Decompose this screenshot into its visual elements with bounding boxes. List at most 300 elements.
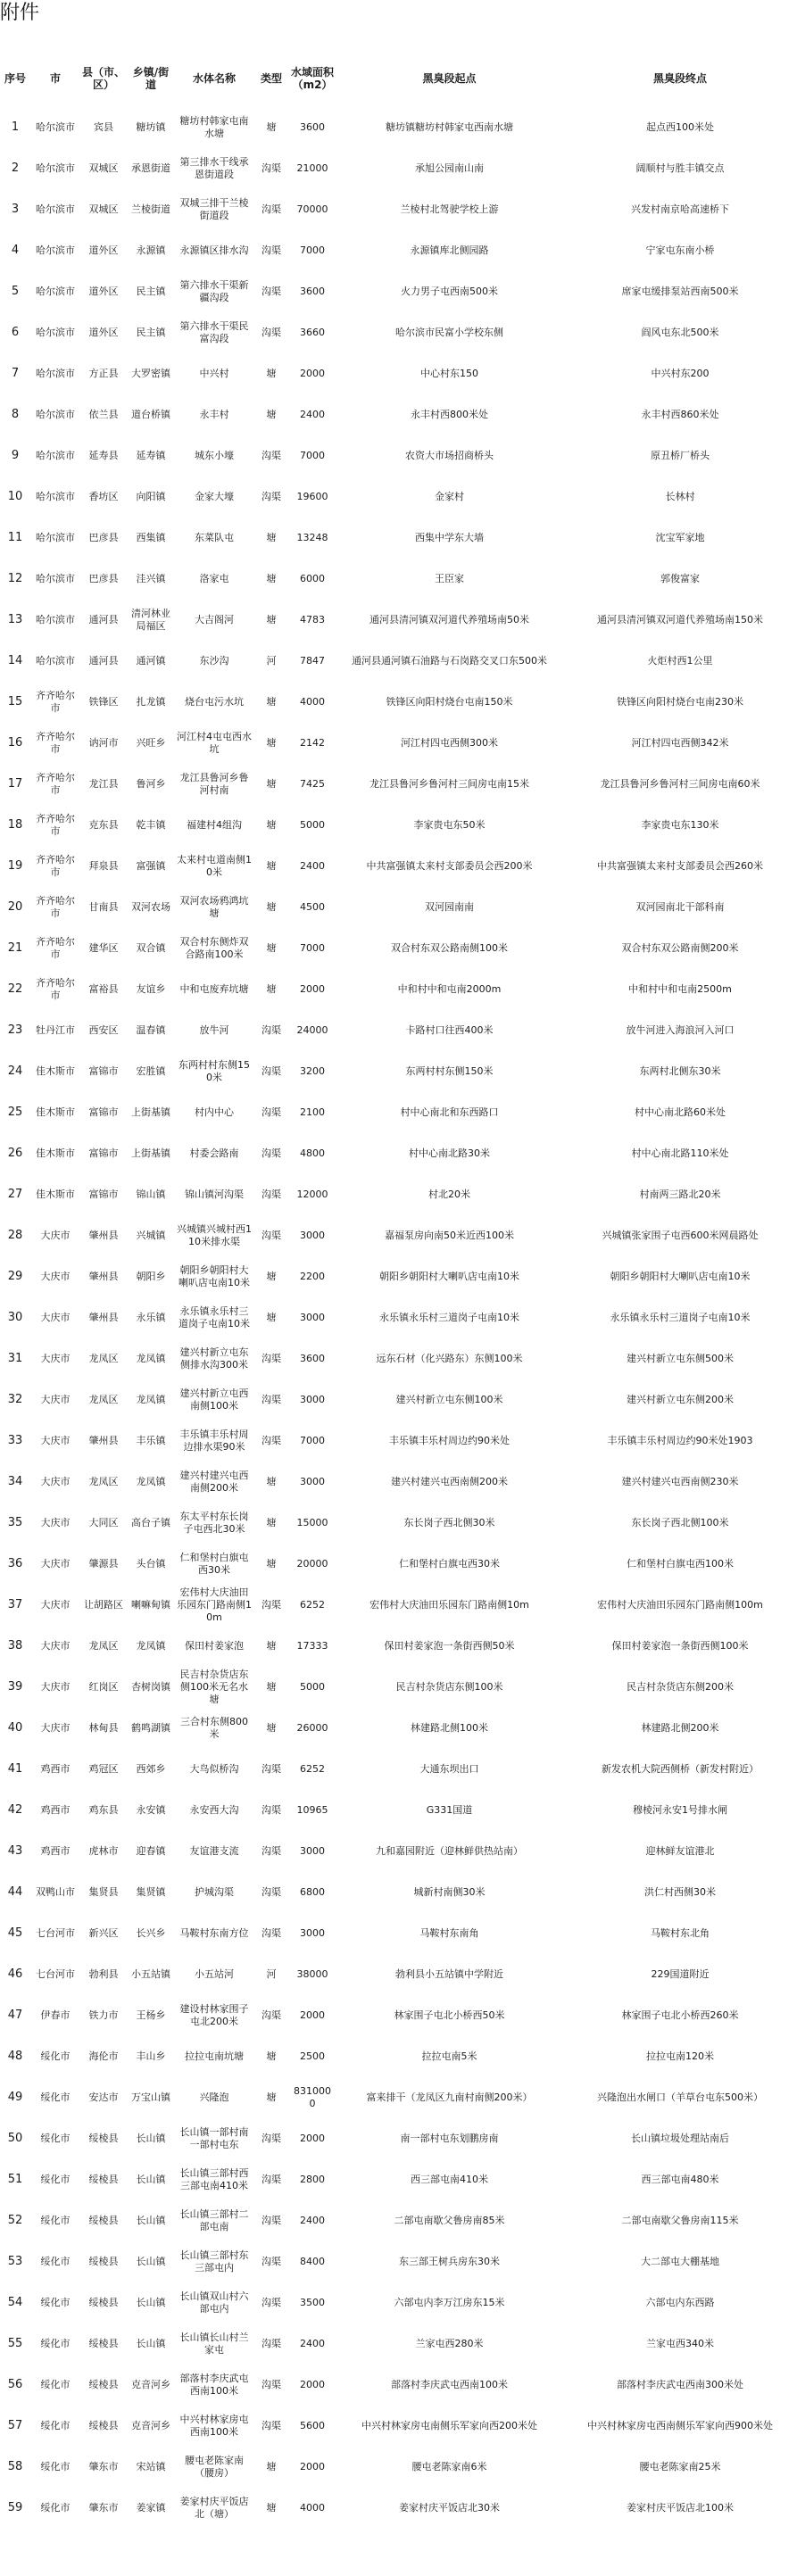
header-type: 类型 [260, 72, 282, 85]
table-row [0, 1297, 797, 1338]
cell-county: 道外区 [88, 244, 119, 256]
cell-county: 龙凤区 [88, 1394, 119, 1405]
header-county: 县（市、区） [82, 66, 126, 91]
cell-water: 长山镇一部村南一部村屯东 [179, 2126, 249, 2150]
table-row [0, 1010, 797, 1051]
cell-water: 兴城镇兴城村西110米排水渠 [177, 1223, 252, 1247]
cell-seq: 45 [7, 1926, 23, 1940]
cell-water: 建兴村新立屯东侧排水沟300米 [179, 1346, 249, 1371]
cell-type: 沟渠 [262, 327, 281, 338]
cell-water: 双河农场鸦鸿坑塘 [179, 895, 249, 919]
cell-seq: 41 [7, 1762, 23, 1776]
cell-county: 绥棱县 [88, 2420, 119, 2431]
cell-area: 2000 [300, 2133, 325, 2144]
cell-town: 克音河乡 [131, 2420, 170, 2431]
cell-county: 肇源县 [88, 1558, 119, 1570]
cell-town: 兰棱街道 [131, 203, 170, 215]
cell-seq: 38 [7, 1639, 23, 1652]
cell-type: 沟渠 [262, 1845, 281, 1857]
table-row [0, 641, 797, 682]
cell-town: 鹤鸣湖镇 [131, 1722, 170, 1734]
cell-water: 丰乐镇丰乐村周边排水渠90米 [179, 1429, 249, 1453]
cell-city: 伊春市 [40, 2009, 71, 2021]
cell-city: 哈尔滨市 [36, 244, 75, 256]
cell-county: 鸡东县 [88, 1804, 119, 1816]
cell-start: 村中心南北和东西路口 [400, 1106, 499, 1118]
cell-county: 绥棱县 [88, 2174, 119, 2185]
cell-county: 绥棱县 [88, 2338, 119, 2349]
cell-seq: 52 [7, 2214, 23, 2227]
cell-town: 道台桥镇 [131, 409, 170, 420]
cell-type: 沟渠 [262, 2379, 281, 2390]
cell-county: 拜泉县 [88, 860, 119, 872]
cell-area: 3000 [300, 1394, 325, 1405]
cell-start: 金家村 [435, 491, 464, 502]
cell-seq: 7 [11, 367, 20, 380]
cell-seq: 50 [7, 2132, 23, 2145]
cell-water: 小五站河 [195, 1968, 234, 1980]
cell-area: 6800 [300, 1886, 325, 1898]
cell-start: 中心村东150 [420, 368, 478, 379]
table-row [0, 148, 797, 189]
cell-seq: 10 [7, 490, 23, 503]
cell-start: 哈尔滨市民富小学校东侧 [395, 327, 503, 338]
table-row [0, 394, 797, 435]
cell-end: 229国道附近 [651, 1968, 710, 1980]
cell-end: 长林村 [665, 491, 695, 502]
cell-seq: 59 [7, 2501, 23, 2514]
cell-town: 西集镇 [136, 532, 166, 543]
cell-seq: 58 [7, 2460, 23, 2473]
cell-area: 7847 [300, 655, 325, 667]
cell-county: 龙凤区 [88, 1476, 119, 1487]
table-row [0, 1708, 797, 1749]
cell-end: 西三部屯南480米 [641, 2174, 719, 2185]
cell-county: 虎林市 [88, 1845, 119, 1857]
cell-area: 7000 [300, 450, 325, 461]
cell-area: 2200 [300, 1271, 325, 1282]
table-header-row [0, 50, 797, 107]
cell-water: 东菜队屯 [195, 532, 234, 543]
cell-county: 建华区 [88, 942, 119, 954]
cell-seq: 3 [11, 203, 20, 216]
cell-county: 西安区 [88, 1024, 119, 1036]
cell-seq: 23 [7, 1023, 23, 1037]
cell-type: 沟渠 [262, 286, 281, 297]
cell-area: 7000 [300, 942, 325, 954]
cell-start: 兰家屯西280米 [415, 2338, 484, 2349]
cell-water: 烧台屯污水坑 [185, 696, 244, 708]
cell-area: 8310000 [294, 2085, 331, 2109]
cell-seq: 16 [7, 736, 23, 750]
table-row [0, 435, 797, 476]
cell-type: 沟渠 [262, 244, 281, 256]
cell-end: 拉拉屯南120米 [646, 2050, 714, 2062]
cell-start: 林建路北侧100米 [411, 1722, 488, 1734]
cell-county: 龙江县 [88, 778, 119, 790]
cell-city: 大庆市 [40, 1558, 71, 1570]
cell-water: 永安西大沟 [189, 1804, 239, 1816]
cell-county: 集贤县 [88, 1886, 119, 1898]
cell-seq: 1 [11, 120, 20, 134]
cell-area: 4800 [300, 1147, 325, 1159]
cell-seq: 55 [7, 2337, 23, 2350]
cell-town: 民主镇 [136, 327, 166, 338]
header-city: 市 [49, 72, 61, 85]
cell-end: 东长岗子西北侧100米 [631, 1517, 729, 1528]
cell-seq: 30 [7, 1311, 23, 1324]
cell-seq: 13 [7, 613, 23, 626]
cell-area: 5000 [300, 819, 325, 831]
cell-start: 建兴村建兴屯西南侧200米 [391, 1476, 508, 1487]
cell-county: 巴彦县 [88, 573, 119, 584]
cell-start: G331国道 [426, 1804, 473, 1816]
table-row [0, 682, 797, 723]
cell-type: 沟渠 [262, 2420, 281, 2431]
table-row [0, 559, 797, 600]
cell-water: 朝阳乡朝阳村大喇叭店屯南10米 [178, 1264, 250, 1288]
cell-water: 民吉村杂货店东侧100米无名水塘 [179, 1669, 249, 1705]
cell-water: 第六排水干渠民富沟段 [179, 320, 249, 344]
table-row [0, 1585, 797, 1626]
cell-type: 沟渠 [262, 1599, 281, 1611]
cell-type: 沟渠 [262, 1230, 281, 1241]
cell-city: 鸡西市 [40, 1763, 71, 1775]
cell-town: 长山镇 [136, 2133, 166, 2144]
table-row [0, 107, 797, 148]
cell-end: 双合村东双公路南侧200米 [621, 942, 739, 954]
cell-type: 塘 [266, 2502, 277, 2514]
cell-seq: 11 [7, 531, 23, 544]
table-row [0, 2406, 797, 2447]
cell-start: 勃利县小五站镇中学附近 [395, 1968, 503, 1980]
cell-area: 2400 [300, 2215, 325, 2226]
table-row [0, 2241, 797, 2282]
cell-town: 双合镇 [136, 942, 166, 954]
cell-type: 沟渠 [262, 203, 281, 215]
cell-water: 大鸟似桥沟 [189, 1763, 239, 1775]
cell-start: 南一部村屯东划鹏房南 [400, 2133, 499, 2144]
cell-seq: 44 [7, 1885, 23, 1899]
cell-city: 哈尔滨市 [36, 409, 75, 420]
cell-area: 26000 [296, 1722, 328, 1734]
cell-end: 迎林鲜友谊港北 [645, 1845, 715, 1857]
cell-county: 勃利县 [88, 1968, 119, 1980]
cell-end: 龙江县鲁河乡鲁河村三间房屯南60米 [600, 778, 760, 790]
cell-end: 通河县清河镇双河道代养殖场南150米 [597, 614, 763, 625]
cell-end: 林家围子屯北小桥西260米 [621, 2009, 739, 2021]
cell-start: 大通东坝出口 [419, 1763, 479, 1775]
cell-seq: 17 [7, 777, 23, 791]
cell-city: 大庆市 [40, 1353, 71, 1364]
header-water: 水体名称 [192, 72, 236, 85]
table-row [0, 723, 797, 764]
cell-water: 兴隆泡 [199, 2091, 229, 2103]
cell-county: 肇州县 [88, 1230, 119, 1241]
cell-town: 友谊乡 [136, 983, 166, 995]
cell-county: 肇州县 [88, 1435, 119, 1446]
cell-end: 大二部屯大棚基地 [641, 2256, 719, 2267]
cell-seq: 26 [7, 1147, 23, 1160]
cell-area: 5600 [300, 2420, 325, 2431]
cell-town: 王杨乡 [136, 2009, 166, 2021]
cell-area: 2500 [300, 2050, 325, 2062]
cell-county: 让胡路区 [84, 1599, 123, 1611]
table-row [0, 1749, 797, 1790]
cell-type: 塘 [266, 942, 277, 954]
cell-town: 长兴乡 [136, 1927, 166, 1939]
cell-city: 哈尔滨市 [36, 327, 75, 338]
cell-town: 富强镇 [136, 860, 166, 872]
cell-town: 龙凤镇 [136, 1353, 166, 1364]
cell-county: 铁锋区 [88, 696, 119, 708]
cell-area: 3600 [300, 1353, 325, 1364]
cell-area: 3200 [300, 1065, 325, 1077]
cell-city: 绥化市 [40, 2133, 71, 2144]
cell-start: 城新村南侧30米 [413, 1886, 486, 1898]
cell-start: 保田村姜家泡一条街西侧50米 [384, 1640, 515, 1652]
cell-start: 西三部屯南410米 [411, 2174, 488, 2185]
cell-city: 佳木斯市 [36, 1189, 75, 1200]
cell-end: 二部屯南歇父鲁房南115米 [621, 2215, 739, 2226]
cell-seq: 21 [7, 941, 23, 955]
cell-type: 沟渠 [262, 2215, 281, 2226]
cell-area: 2800 [300, 2174, 325, 2185]
cell-start: 李家贵屯东50米 [413, 819, 486, 831]
table-body [0, 107, 797, 2529]
cell-seq: 49 [7, 2091, 23, 2104]
cell-county: 富锦市 [88, 1189, 119, 1200]
cell-city: 哈尔滨市 [36, 368, 75, 379]
table-row [0, 1256, 797, 1297]
cell-town: 克音河乡 [131, 2379, 170, 2390]
cell-city: 绥化市 [40, 2174, 71, 2185]
cell-type: 塘 [266, 860, 277, 872]
cell-type: 塘 [266, 121, 277, 133]
cell-type: 塘 [266, 1271, 277, 1282]
cell-start: 河江村四屯西侧300米 [401, 737, 498, 749]
cell-end: 阎风屯东北500米 [641, 327, 719, 338]
cell-city: 绥化市 [40, 2297, 71, 2308]
cell-end: 仁和堡村白旗屯西100米 [627, 1558, 734, 1570]
cell-seq: 27 [7, 1188, 23, 1201]
cell-seq: 6 [11, 326, 20, 339]
cell-area: 4000 [300, 696, 325, 708]
cell-city: 绥化市 [40, 2338, 71, 2349]
cell-type: 河 [266, 655, 277, 667]
cell-city: 鸡西市 [40, 1845, 71, 1857]
cell-city: 哈尔滨市 [36, 614, 75, 625]
cell-type: 沟渠 [262, 1106, 281, 1118]
document-title: 附件 [0, 2, 40, 24]
cell-area: 13248 [296, 532, 328, 543]
cell-city: 齐齐哈尔市 [36, 690, 75, 714]
cell-seq: 37 [7, 1598, 23, 1611]
cell-city: 绥化市 [40, 2379, 71, 2390]
cell-type: 塘 [266, 532, 277, 543]
cell-town: 龙凤镇 [136, 1640, 166, 1652]
cell-water: 东太平村东长岗子屯西北30米 [179, 1511, 249, 1535]
cell-end: 中和村中和屯南2500m [628, 983, 732, 995]
cell-city: 哈尔滨市 [36, 286, 75, 297]
cell-area: 2400 [300, 2338, 325, 2349]
cell-town: 兴旺乡 [136, 737, 166, 749]
cell-start: 中和村中和屯南2000m [397, 983, 502, 995]
cell-seq: 46 [7, 1967, 23, 1981]
cell-town: 承恩街道 [131, 162, 170, 174]
cell-town: 姜家镇 [136, 2502, 166, 2514]
cell-end: 腰屯老陈家南25米 [639, 2461, 721, 2472]
cell-type: 沟渠 [262, 491, 281, 502]
cell-water: 三合村东侧800米 [180, 1716, 248, 1740]
cell-city: 哈尔滨市 [36, 655, 75, 667]
cell-county: 龙凤区 [88, 1353, 119, 1364]
cell-type: 沟渠 [262, 1435, 281, 1446]
cell-end: 双河园南北干部科南 [635, 901, 725, 913]
table-row [0, 1051, 797, 1092]
cell-area: 7000 [300, 1435, 325, 1446]
cell-town: 锦山镇 [136, 1189, 166, 1200]
cell-city: 哈尔滨市 [36, 203, 75, 215]
cell-water: 长山镇三部村二部屯南 [179, 2208, 249, 2232]
cell-water: 拉拉屯南坑塘 [185, 2050, 244, 2062]
cell-seq: 15 [7, 695, 23, 708]
cell-county: 延寿县 [88, 450, 119, 461]
cell-seq: 12 [7, 572, 23, 585]
cell-town: 龙凤镇 [136, 1394, 166, 1405]
cell-type: 塘 [266, 1640, 277, 1652]
cell-seq: 22 [7, 982, 23, 996]
cell-city: 哈尔滨市 [36, 450, 75, 461]
cell-start: 双河园南南 [425, 901, 474, 913]
data-table [0, 50, 797, 2529]
table-row [0, 271, 797, 312]
cell-end: 兴隆泡出水闸口（羊草台屯东500米） [597, 2091, 763, 2103]
cell-seq: 20 [7, 900, 23, 914]
cell-type: 沟渠 [262, 2338, 281, 2349]
cell-water: 双城三排干兰棱街道段 [179, 197, 249, 221]
cell-county: 富锦市 [88, 1106, 119, 1118]
cell-town: 乾丰镇 [136, 819, 166, 831]
cell-area: 3000 [300, 1230, 325, 1241]
table-row [0, 1092, 797, 1133]
cell-seq: 53 [7, 2255, 23, 2268]
cell-type: 塘 [266, 1517, 277, 1528]
table-row [0, 1215, 797, 1256]
cell-start: 双合村东双公路南侧100米 [391, 942, 508, 954]
cell-seq: 57 [7, 2419, 23, 2432]
cell-type: 塘 [266, 696, 277, 708]
cell-area: 3600 [300, 121, 325, 133]
cell-end: 姜家村庆平饭店北100米 [627, 2502, 734, 2514]
table-row [0, 2118, 797, 2159]
cell-city: 佳木斯市 [36, 1106, 75, 1118]
cell-type: 塘 [266, 1558, 277, 1570]
table-row [0, 1379, 797, 1421]
cell-end: 中兴村林家房屯西南侧乐军家向西900米处 [587, 2420, 773, 2431]
cell-county: 肇东市 [88, 2502, 119, 2514]
cell-seq: 43 [7, 1844, 23, 1858]
cell-start: 民吉村杂货店东侧100米 [395, 1681, 503, 1693]
cell-type: 河 [266, 1968, 277, 1980]
cell-type: 沟渠 [262, 2009, 281, 2021]
cell-county: 甘南县 [88, 901, 119, 913]
cell-county: 绥棱县 [88, 2256, 119, 2267]
cell-city: 绥化市 [40, 2502, 71, 2514]
cell-county: 富裕县 [88, 983, 119, 995]
cell-area: 19600 [296, 491, 328, 502]
cell-type: 沟渠 [262, 1763, 281, 1775]
table-row [0, 1462, 797, 1503]
cell-county: 肇州县 [88, 1271, 119, 1282]
cell-seq: 18 [7, 818, 23, 832]
cell-type: 沟渠 [262, 450, 281, 461]
cell-type: 塘 [266, 573, 277, 584]
cell-water: 永乐镇永乐村三道岗子屯南10米 [178, 1305, 250, 1329]
cell-area: 2000 [300, 2461, 325, 2472]
table-row [0, 312, 797, 353]
cell-town: 长山镇 [136, 2215, 166, 2226]
cell-county: 铁力市 [88, 2009, 119, 2021]
cell-city: 绥化市 [40, 2215, 71, 2226]
cell-water: 腰屯老陈家南（腰房） [185, 2455, 244, 2479]
cell-end: 席家屯缓排泵站西南500米 [621, 286, 739, 297]
cell-town: 西郊乡 [136, 1763, 166, 1775]
cell-end: 六部屯内东西路 [645, 2297, 715, 2308]
cell-water: 福建村4组沟 [187, 819, 242, 831]
table-row [0, 1503, 797, 1544]
cell-water: 长山镇三部村西三部屯南410米 [179, 2167, 249, 2191]
cell-type: 沟渠 [262, 1065, 281, 1077]
cell-area: 2000 [300, 2379, 325, 2390]
table-row [0, 1995, 797, 2036]
cell-city: 大庆市 [40, 1517, 71, 1528]
cell-city: 大庆市 [40, 1640, 71, 1652]
cell-town: 龙凤镇 [136, 1476, 166, 1487]
cell-town: 小五站镇 [131, 1968, 170, 1980]
table-row [0, 1544, 797, 1585]
cell-town: 集贤镇 [136, 1886, 166, 1898]
cell-town: 丰乐镇 [136, 1435, 166, 1446]
cell-town: 宋站镇 [136, 2461, 166, 2472]
cell-city: 佳木斯市 [36, 1147, 75, 1159]
cell-town: 洼兴镇 [136, 573, 166, 584]
cell-type: 塘 [266, 2091, 277, 2103]
cell-county: 红岗区 [88, 1681, 119, 1693]
cell-town: 通河镇 [136, 655, 166, 667]
cell-type: 塘 [266, 737, 277, 749]
cell-start: 村北20米 [428, 1189, 470, 1200]
cell-water: 保田村姜家泡 [185, 1640, 244, 1652]
cell-county: 鸡冠区 [88, 1763, 119, 1775]
cell-area: 2142 [300, 737, 325, 749]
cell-start: 糖坊镇糖坊村韩家屯西南水塘 [386, 121, 513, 133]
cell-type: 沟渠 [262, 1024, 281, 1036]
cell-water: 东两村村东侧150米 [178, 1059, 250, 1083]
cell-county: 富锦市 [88, 1147, 119, 1159]
cell-end: 穆棱河永安1号排水闸 [633, 1804, 727, 1816]
cell-town: 民主镇 [136, 286, 166, 297]
cell-water: 中兴村林家房屯西南100米 [179, 2414, 249, 2438]
cell-area: 20000 [296, 1558, 328, 1570]
cell-seq: 8 [11, 408, 20, 421]
table-row [0, 518, 797, 559]
cell-city: 佳木斯市 [36, 1065, 75, 1077]
cell-end: 宁家屯东南小桥 [645, 244, 715, 256]
cell-area: 2000 [300, 368, 325, 379]
cell-type: 沟渠 [262, 2256, 281, 2267]
cell-area: 6000 [300, 573, 325, 584]
